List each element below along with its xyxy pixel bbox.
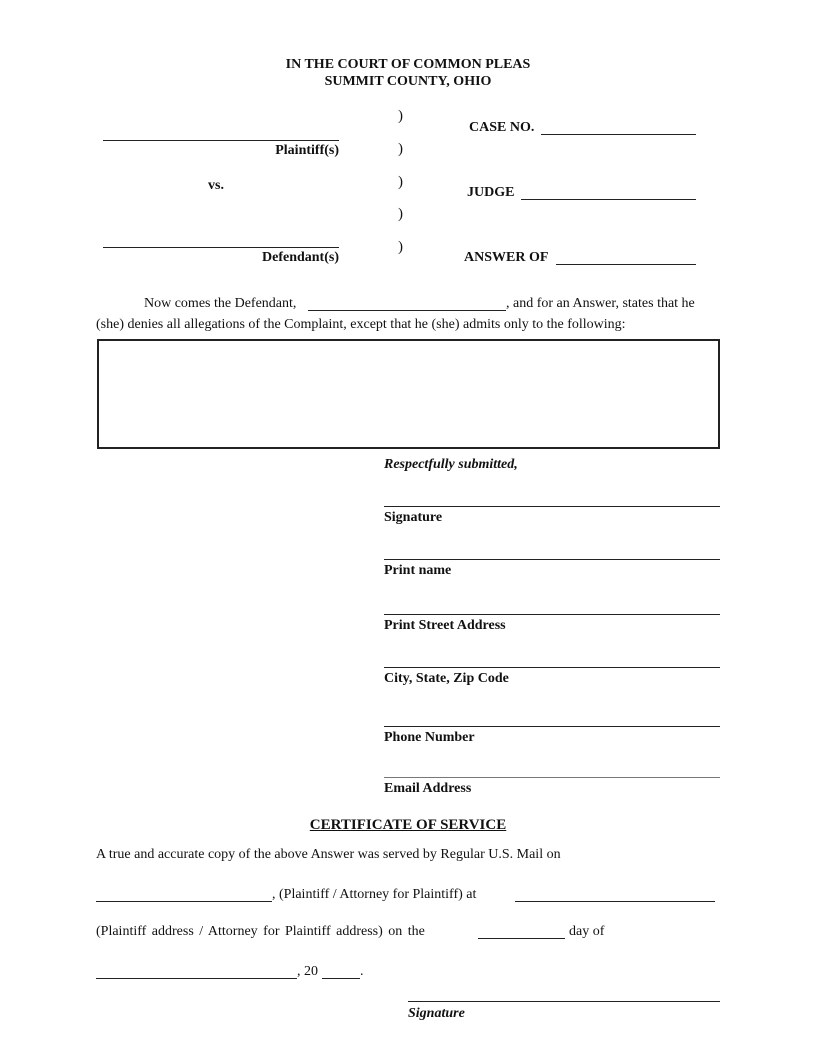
case-no-field[interactable] [541, 118, 696, 135]
body-line2: (she) denies all allegations of the Complaint, except that he (she) admits only to the following: [96, 317, 626, 332]
caption-paren: ) [398, 174, 403, 190]
email-address-label: Email Address [384, 781, 472, 796]
caption-paren: ) [398, 141, 403, 157]
caption-paren: ) [398, 206, 403, 222]
plaintiff-label: Plaintiff(s) [275, 143, 339, 158]
certificate-signature-field[interactable] [408, 985, 720, 1002]
service-date-field[interactable] [96, 885, 272, 902]
certificate-line3: (Plaintiff address / Attorney for Plaintiff address) on the [96, 924, 425, 939]
defendant-name-field[interactable] [103, 231, 339, 248]
phone-number-field[interactable] [384, 710, 720, 727]
respectfully-submitted: Respectfully submitted, [384, 457, 518, 472]
defendant-label: Defendant(s) [262, 250, 339, 265]
certificate-line2: , (Plaintiff / Attorney for Plaintiff) at [272, 887, 477, 902]
defendant-answer-name-field[interactable] [308, 294, 506, 311]
judge-label: JUDGE [467, 185, 515, 200]
certificate-title: CERTIFICATE OF SERVICE [309, 817, 507, 833]
year-period: . [360, 964, 364, 979]
phone-number-label: Phone Number [384, 730, 475, 745]
county-title: SUMMIT COUNTY, OHIO [324, 74, 492, 89]
body-line1-suffix: , and for an Answer, states that he [506, 296, 695, 311]
print-name-label: Print name [384, 563, 452, 578]
signature-field[interactable] [384, 490, 720, 507]
judge-field[interactable] [521, 183, 696, 200]
day-of-label: day of [569, 924, 605, 939]
answer-of-field[interactable] [556, 248, 696, 265]
city-state-zip-label: City, State, Zip Code [384, 671, 509, 686]
year-prefix-label: , 20 [297, 964, 318, 979]
street-address-field[interactable] [384, 598, 720, 615]
caption-paren: ) [398, 239, 403, 255]
case-no-label: CASE NO. [469, 120, 535, 135]
caption-paren: ) [398, 108, 403, 124]
body-line1-prefix: Now comes the Defendant, [144, 296, 297, 311]
certificate-line1: A true and accurate copy of the above Answer was served by Regular U.S. Mail on [96, 847, 561, 862]
signature-label: Signature [384, 510, 443, 525]
certificate-signature-label: Signature [408, 1006, 465, 1021]
vs-label: vs. [208, 178, 224, 193]
service-year-field[interactable] [322, 962, 360, 979]
email-address-field[interactable] [384, 761, 720, 778]
service-month-field[interactable] [96, 962, 297, 979]
admissions-textbox[interactable] [97, 339, 720, 449]
plaintiff-address-field[interactable] [515, 885, 715, 902]
service-day-field[interactable] [478, 922, 565, 939]
print-name-field[interactable] [384, 543, 720, 560]
street-address-label: Print Street Address [384, 618, 506, 633]
city-state-zip-field[interactable] [384, 651, 720, 668]
court-title: IN THE COURT OF COMMON PLEAS [285, 57, 531, 72]
answer-of-label: ANSWER OF [464, 250, 549, 265]
plaintiff-name-field[interactable] [103, 124, 339, 141]
